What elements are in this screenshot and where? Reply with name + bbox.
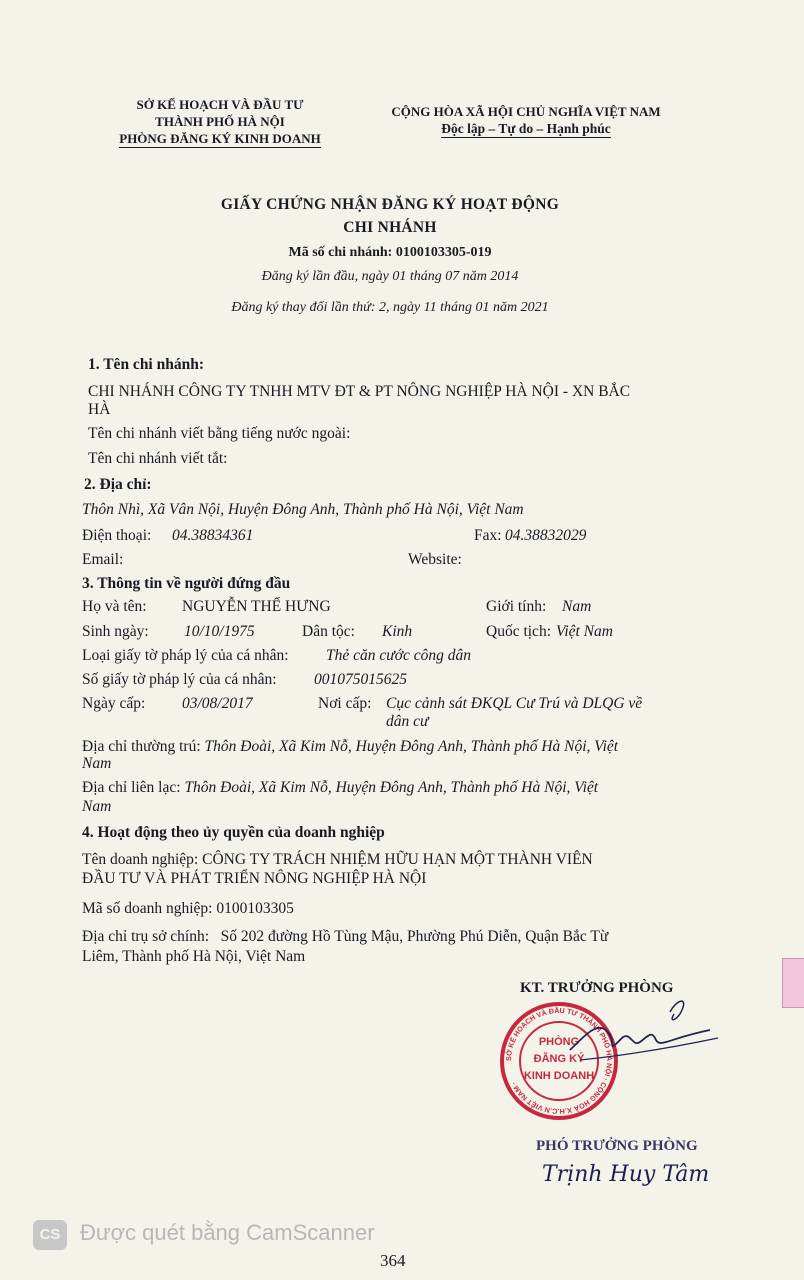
document-title: GIẤY CHỨNG NHẬN ĐĂNG KÝ HOẠT ĐỘNG	[220, 196, 560, 213]
contact-address-line-2: Nam	[82, 798, 112, 815]
national-motto: Độc lập – Tự do – Hạnh phúc	[441, 121, 611, 136]
nationality-label: Quốc tịch:	[486, 623, 551, 640]
handwritten-signature	[560, 990, 730, 1080]
dob-value: 10/10/1975	[184, 623, 255, 640]
dob-label: Sinh ngày:	[82, 623, 149, 640]
phone-label: Điện thoại:	[82, 527, 152, 544]
stamp-center-line-3: KINH DOANH	[523, 1070, 595, 1082]
branch-name-line-2: HÀ	[88, 401, 111, 418]
ethnic-label: Dân tộc:	[302, 623, 355, 640]
id-number-value: 001075015625	[314, 671, 407, 688]
company-name	[82, 850, 593, 870]
first-registration: Đăng ký lần đầu, ngày 01 tháng 07 năm 2014	[261, 269, 519, 284]
contact-address-value: Thôn Đoài, Xã Kim Nỗ, Huyện Đông Anh, Thành phố Hà Nội, Việt	[184, 779, 599, 796]
issue-date-label: Ngày cấp:	[82, 695, 146, 712]
company-name-value: CÔNG TY TRÁCH NHIỆM HỮU HẠN MỘT THÀNH VIÊN	[202, 851, 593, 868]
issue-date-value: 03/08/2017	[182, 695, 253, 712]
issuer-header	[70, 96, 370, 148]
short-name-label: Tên chi nhánh viết tắt:	[88, 450, 228, 467]
signer-name: Trịnh Huy Tâm	[542, 1162, 710, 1187]
full-name-value: NGUYỄN THẾ HƯNG	[182, 598, 331, 615]
section-1-heading: 1. Tên chi nhánh:	[88, 356, 205, 373]
permanent-address-value: Thôn Đoài, Xã Kim Nỗ, Huyện Đông Anh, Thành phố Hà Nội, Việt	[204, 738, 619, 755]
camscanner-logo-icon: CS	[33, 1220, 67, 1250]
permanent-address-label: Địa chỉ thường trú:	[82, 738, 201, 755]
document-subtitle: CHI NHÁNH	[343, 219, 437, 236]
gender-value: Nam	[562, 598, 592, 615]
contact-address-label: Địa chỉ liên lạc:	[82, 779, 181, 796]
contact-address	[82, 778, 598, 798]
id-number-label: Số giấy tờ pháp lý của cá nhân:	[82, 671, 277, 688]
id-type-label: Loại giấy tờ pháp lý của cá nhân:	[82, 647, 289, 664]
issue-place-line-1: Cục cảnh sát ĐKQL Cư Trú và DLQG về	[386, 695, 643, 712]
section-4-heading: 4. Hoạt động theo ủy quyền của doanh nghiệp	[82, 824, 385, 841]
foreign-name-label: Tên chi nhánh viết bằng tiếng nước ngoài:	[88, 425, 351, 442]
branch-name-line-1: CHI NHÁNH CÔNG TY TNHH MTV ĐT & PT NÔNG NGHIỆP HÀ NỘI - XN BẮC	[88, 383, 631, 400]
section-2-heading: 2. Địa chỉ:	[84, 476, 152, 493]
gender-label: Giới tính:	[486, 598, 547, 615]
signer-position-top: KT. TRƯỞNG PHÒNG	[520, 980, 674, 996]
full-name-label: Họ và tên:	[82, 598, 147, 615]
issuer-line-3: PHÒNG ĐĂNG KÝ KINH DOANH	[119, 131, 321, 146]
page-number: 364	[380, 1251, 406, 1270]
id-type-value: Thẻ căn cước công dân	[326, 647, 471, 664]
issuer-line-2: THÀNH PHỐ HÀ NỘI	[155, 114, 285, 129]
national-title: CỘNG HÒA XÃ HỘI CHỦ NGHĨA VIỆT NAM	[391, 104, 661, 119]
stamp-ring-text: SỞ KẾ HOẠCH VÀ ĐẦU TƯ THÀNH PHỐ HÀ NỘI · CỘNG HOÀ X.H.C.N VIỆT NAM ·	[503, 1005, 615, 1117]
website-label: Website:	[408, 551, 462, 568]
fax-value: 04.38832029	[505, 527, 587, 544]
national-header	[368, 103, 684, 138]
change-registration: Đăng ký thay đổi lần thứ: 2, ngày 11 tháng 01 năm 2021	[231, 300, 549, 315]
page-side-tab	[782, 958, 804, 1008]
stamp-center-line-1: PHÒNG	[538, 1036, 580, 1048]
signer-position-bottom: PHÓ TRƯỞNG PHÒNG	[536, 1138, 698, 1154]
permanent-address	[82, 737, 618, 757]
issue-place-label: Nơi cấp:	[318, 695, 372, 712]
nationality-value: Việt Nam	[556, 623, 613, 640]
fax-label: Fax:	[474, 527, 502, 544]
branch-code: Mã số chi nhánh: 0100103305-019	[288, 245, 492, 260]
phone-value: 04.38834361	[172, 527, 254, 544]
issuer-line-1: SỞ KẾ HOẠCH VÀ ĐẦU TƯ	[136, 97, 304, 112]
company-name-line-2: ĐẦU TƯ VÀ PHÁT TRIỂN NÔNG NGHIỆP HÀ NỘI	[82, 870, 427, 887]
issue-place-line-2: dân cư	[386, 713, 429, 730]
permanent-address-line-2: Nam	[82, 755, 112, 772]
hq-address-line-2: Liêm, Thành phố Hà Nội, Việt Nam	[82, 948, 306, 965]
section-3-heading: 3. Thông tin về người đứng đầu	[82, 575, 291, 592]
hq-address-line-1: Địa chỉ trụ sở chính: Số 202 đường Hồ Tùng Mậu, Phường Phú Diễn, Quận Bắc Từ	[82, 928, 609, 945]
company-code: Mã số doanh nghiệp: 0100103305	[82, 900, 294, 917]
company-name-label: Tên doanh nghiệp:	[82, 851, 199, 868]
scanner-watermark: Được quét bằng CamScanner	[80, 1220, 375, 1245]
branch-address: Thôn Nhì, Xã Vân Nội, Huyện Đông Anh, Thành phố Hà Nội, Việt Nam	[82, 501, 524, 518]
ethnic-value: Kinh	[382, 623, 413, 640]
email-label: Email:	[82, 551, 124, 568]
stamp-center-line-2: ĐĂNG KÝ	[533, 1053, 585, 1065]
